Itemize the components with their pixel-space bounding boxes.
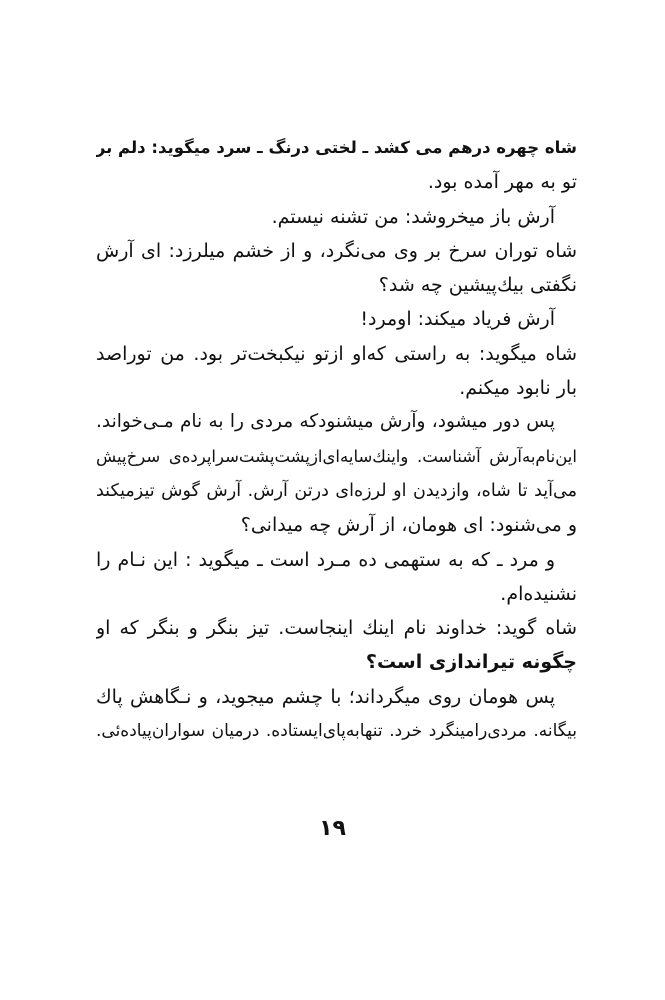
text-line: شاه توران سرخ بر وی می‌نگرد، و از خشم میلرزد: ای آرش bbox=[96, 239, 577, 262]
text-line: و می‌شنود: ای هومان، از آرش چه میدانی؟ bbox=[240, 514, 577, 537]
text-line: و مرد ـ که به ستهمی ده مـرد است ـ میگوید : این نـام را bbox=[96, 548, 555, 571]
text-line: بار نابود میکنم. bbox=[459, 377, 577, 400]
text-line: بیگانه. مردی‌رامینگرد خرد. تنهابه‌پای‌ایستاده. درمیان سواران‌پیاده‌ئی. bbox=[96, 721, 577, 742]
text-line: آرش فریاد میکند: اومرد! bbox=[360, 308, 555, 331]
text-line: پس دور میشود، وآرش میشنودکه مردی را به نام مـی‌خواند. bbox=[96, 411, 555, 433]
body-text bbox=[96, 131, 577, 748]
text-line: تو به مهر آمده بود. bbox=[427, 171, 577, 194]
text-line: نگفتی بیك‌پیشین چه شد؟ bbox=[378, 274, 577, 297]
text-line: شاه گوید: خداوند نام اینك اینجاست. تیز بنگر و بنگر که او bbox=[96, 617, 577, 640]
text-line: شاه چهره درهم می کشد ـ لختی درنگ ـ سرد میگوید: دلم بر bbox=[96, 138, 577, 157]
page-number: ۱۹ bbox=[319, 816, 346, 841]
text-line: این‌نام‌به‌آرش آشناست. واینك‌سایه‌ای‌از‌پشت‌پشت‌سراپرده‌ی سرخ‌پیش bbox=[96, 446, 577, 466]
text-line: آرش باز میخروشد: من تشنه نیستم. bbox=[271, 205, 555, 228]
text-line: می‌آید تا شاه، وازدیدن او لرزه‌ای درتن آرش. آرش گوش تیزمیکند bbox=[96, 480, 577, 501]
text-line: چگونه تیراندازی است؟ bbox=[365, 651, 577, 674]
text-line: شاه میگوید: به راستی که‌او ازتو نیکبخت‌تر بود. من توراصد bbox=[96, 342, 577, 365]
text-line: نشنیده‌ام. bbox=[500, 582, 577, 605]
text-line: پس هومان روی میگرداند؛ با چشم میجوید، و نـگاهش پاك bbox=[96, 685, 555, 708]
